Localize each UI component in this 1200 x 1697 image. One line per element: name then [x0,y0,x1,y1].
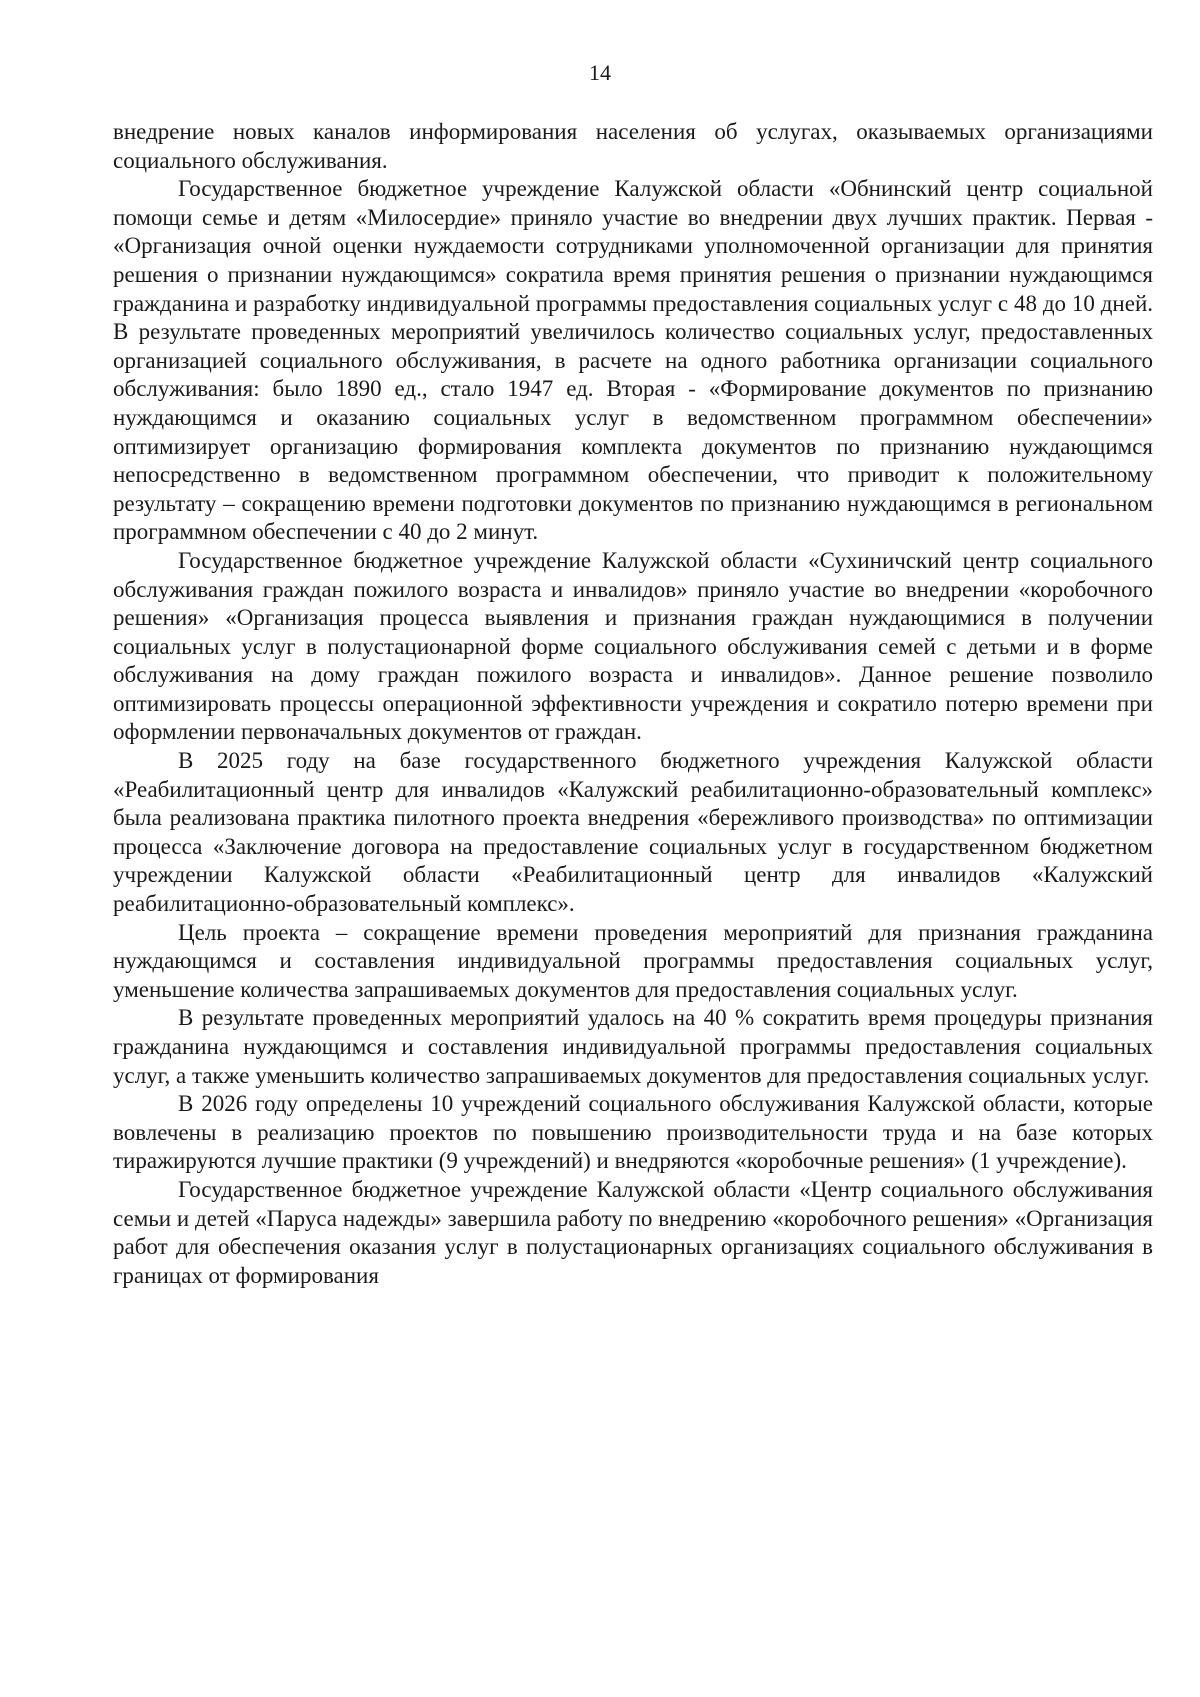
paragraph-2026-plans: В 2026 году определены 10 учреждений социального обслуживания Калужской области, которые вовлечены в реализацию проектов по повышению производительности труда и на базе которых тиражируются лучшие практики (9 учреждений) и внедряются «коробочные решения» (1 учреждение). [113,1091,1153,1174]
paragraph-project-result: В результате проведенных мероприятий удалось на 40 % сократить время процедуры признания гражданина нуждающимся и составления индивидуальной программы предоставления социальных услуг, а также уменьшить количество запрашиваемых документов для предоставления социальных услуг. [113,1005,1153,1088]
paragraph-parusa-nadezhdy: Государственное бюджетное учреждение Калужской области «Центр социального обслуживания семьи и детей «Паруса надежды» завершила работу по внедрению «коробочного решения» «Организация работ для обеспечения оказания услуг в полустационарных организациях социального обслуживания в границах от формирования [113,1176,1153,1288]
document-body [113,118,1153,1290]
paragraph-continuation: внедрение новых каналов информирования населения об услугах, оказываемых организациями социального обслуживания. [113,119,1153,173]
paragraph-obninsk-center: Государственное бюджетное учреждение Калужской области «Обнинский центр социальной помощи семье и детям «Милосердие» приняло участие во внедрении двух лучших практик. Первая - «Организация очной оценки нуждаемости сотрудниками уполномоченной организации для принятия решения о признании нуждающимся» сократила время принятия решения о признании нуждающимся гражданина и разработку индивидуальной программы предоставления социальных услуг с 48 до 10 дней. В результате проведенных мероприятий увеличилось количество социальных услуг, предоставленных организацией социального обслуживания, в расчете на одного работника организации социального обслуживания: было 1890 ед., стало 1947 ед. Вторая - «Формирование документов по признанию нуждающимся и оказанию социальных услуг в ведомственном программном обеспечении» оптимизирует организацию формирования комплекта документов по признанию нуждающимся непосредственно в ведомственном программном обеспечении, что приводит к положительному результату – сокращению времени подготовки документов по признанию нуждающимся в региональном программном обеспечении с 40 до 2 минут. [113,176,1153,545]
paragraph-rehabilitation-center: В 2025 году на базе государственного бюджетного учреждения Калужской области «Реабилитационный центр для инвалидов «Калужский реабилитационно-образовательный комплекс» была реализована практика пилотного проекта внедрения «бережливого производства» по оптимизации процесса «Заключение договора на предоставление социальных услуг в государственном бюджетном учреждении Калужской области «Реабилитационный центр для инвалидов «Калужский реабилитационно-образовательный комплекс». [113,748,1153,917]
paragraph-sukhinichi-center: Государственное бюджетное учреждение Калужской области «Сухиничский центр социального обслуживания граждан пожилого возраста и инвалидов» приняло участие во внедрении «коробочного решения» «Организация процесса выявления и признания граждан нуждающимися в получении социальных услуг в полустационарной форме социального обслуживания семей с детьми и в форме обслуживания на дому граждан пожилого возраста и инвалидов». Данное решение позволило оптимизировать процессы операционной эффективности учреждения и сократило потерю времени при оформлении первоначальных документов от граждан. [113,547,1153,745]
page-number: 14 [589,60,611,85]
paragraph-project-goal: Цель проекта – сокращение времени проведения мероприятий для признания гражданина нуждающимся и составления индивидуальной программы предоставления социальных услуг, уменьшение количества запрашиваемых документов для предоставления социальных услуг. [113,919,1153,1002]
